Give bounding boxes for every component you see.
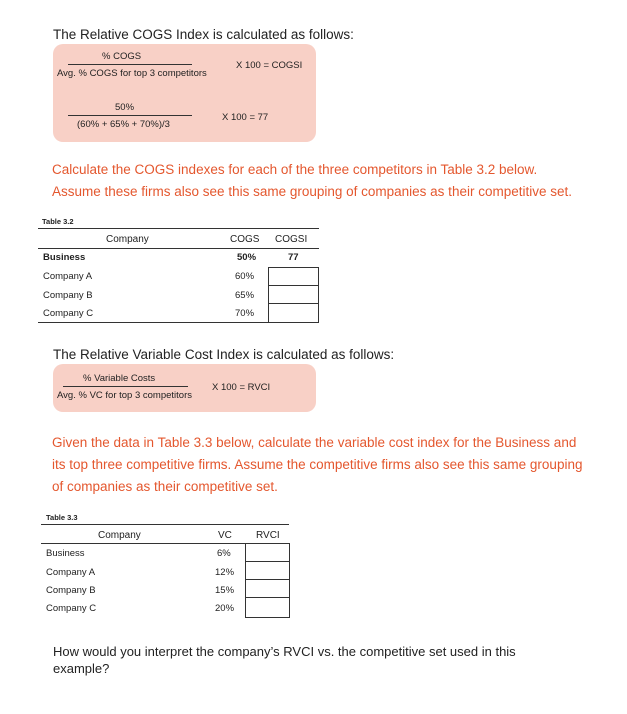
table-3-3-header-vc: VC xyxy=(218,530,232,541)
formula1-denominator: Avg. % COGS for top 3 competitors xyxy=(57,68,207,79)
vc-instructions xyxy=(52,432,617,498)
vc-instruction-line-1: Given the data in Table 3.3 below, calculate the variable cost index for the Business and xyxy=(52,435,577,450)
vc-formula-fraction-bar xyxy=(63,386,188,387)
formula2-fraction-bar xyxy=(68,115,192,116)
table-3-2-header-cogsi: COGSI xyxy=(275,234,308,245)
rvci-input-company-c[interactable] xyxy=(245,597,290,618)
cogs-formula-box xyxy=(53,44,316,142)
table-3-2-row-a-cogs: 60% xyxy=(235,271,255,282)
table-3-2-row-c-cogs: 70% xyxy=(235,308,255,319)
formula1-numerator: % COGS xyxy=(102,51,142,62)
vc-instruction-line-2: its top three competitive firms. Assume the competitive firms also see this same grouping xyxy=(52,457,583,472)
table-3-2-caption: Table 3.2 xyxy=(42,217,74,226)
table-3-2-header-company: Company xyxy=(106,234,149,245)
question-line-2: example? xyxy=(53,661,110,676)
formula2-numerator: 50% xyxy=(115,102,135,113)
interpretation-question xyxy=(53,643,593,677)
table-3-2-row-b-cogs: 65% xyxy=(235,290,255,301)
cogsi-input-company-b[interactable] xyxy=(268,285,319,304)
table-3-3-row-c-vc: 20% xyxy=(215,603,235,614)
table-3-3-header-company: Company xyxy=(98,530,141,541)
table-3-2-row-c-name: Company C xyxy=(43,308,94,319)
cogsi-input-company-c[interactable] xyxy=(268,303,319,323)
vc-index-title: The Relative Variable Cost Index is calculated as follows: xyxy=(53,347,395,362)
table-3-3-row-business-name: Business xyxy=(46,548,85,559)
table-3-2-top-rule xyxy=(38,228,319,229)
cogs-instruction-line-1: Calculate the COGS indexes for each of the three competitors in Table 3.2 below. xyxy=(52,162,538,177)
cogs-index-title: The Relative COGS Index is calculated as follows: xyxy=(53,27,354,42)
vc-instruction-line-3: of companies as their competitive set. xyxy=(52,479,278,494)
vc-formula-numerator: % Variable Costs xyxy=(83,373,156,384)
table-3-3-row-a-vc: 12% xyxy=(215,567,235,578)
table-3-3-row-b-name: Company B xyxy=(46,585,96,596)
vc-formula-denominator: Avg. % VC for top 3 competitors xyxy=(57,390,192,401)
table-3-3-row-business-vc: 6% xyxy=(217,548,231,559)
table-3-2-row-a-name: Company A xyxy=(43,271,93,282)
formula1-result: X 100 = COGSI xyxy=(236,60,303,71)
formula1-fraction-bar xyxy=(68,64,192,65)
table-3-3-row-b-vc: 15% xyxy=(215,585,235,596)
table-3-2-bottom-rule xyxy=(38,322,268,323)
rvci-input-company-a[interactable] xyxy=(245,561,290,580)
table-3-3-row-a-name: Company A xyxy=(46,567,96,578)
table-3-2-header-rule xyxy=(38,248,319,249)
question-line-1: How would you interpret the company’s RVCI vs. the competitive set used in this xyxy=(53,644,516,659)
cogs-instructions xyxy=(52,159,612,203)
table-3-3-caption: Table 3.3 xyxy=(46,513,78,522)
table-3-2-row-business-name: Business xyxy=(43,252,86,263)
rvci-input-business[interactable] xyxy=(245,543,290,562)
formula2-denominator: (60% + 65% + 70%)/3 xyxy=(77,119,170,130)
table-3-3-top-rule xyxy=(41,524,289,525)
rvci-input-company-b[interactable] xyxy=(245,579,290,598)
vc-formula-box xyxy=(53,364,316,412)
vc-formula-result: X 100 = RVCI xyxy=(212,382,271,393)
cogsi-input-company-a[interactable] xyxy=(268,267,319,286)
cogs-instruction-line-2: Assume these firms also see this same grouping of companies as their competitive set. xyxy=(52,184,572,199)
formula2-result: X 100 = 77 xyxy=(222,112,269,123)
table-3-2-row-b-name: Company B xyxy=(43,290,93,301)
table-3-2-row-business-cogsi: 77 xyxy=(288,252,299,263)
table-3-2-header-cogs: COGS xyxy=(230,234,260,245)
table-3-3-row-c-name: Company C xyxy=(46,603,97,614)
table-3-3-header-rvci: RVCI xyxy=(256,530,280,541)
table-3-2-row-business-cogs: 50% xyxy=(237,252,257,263)
